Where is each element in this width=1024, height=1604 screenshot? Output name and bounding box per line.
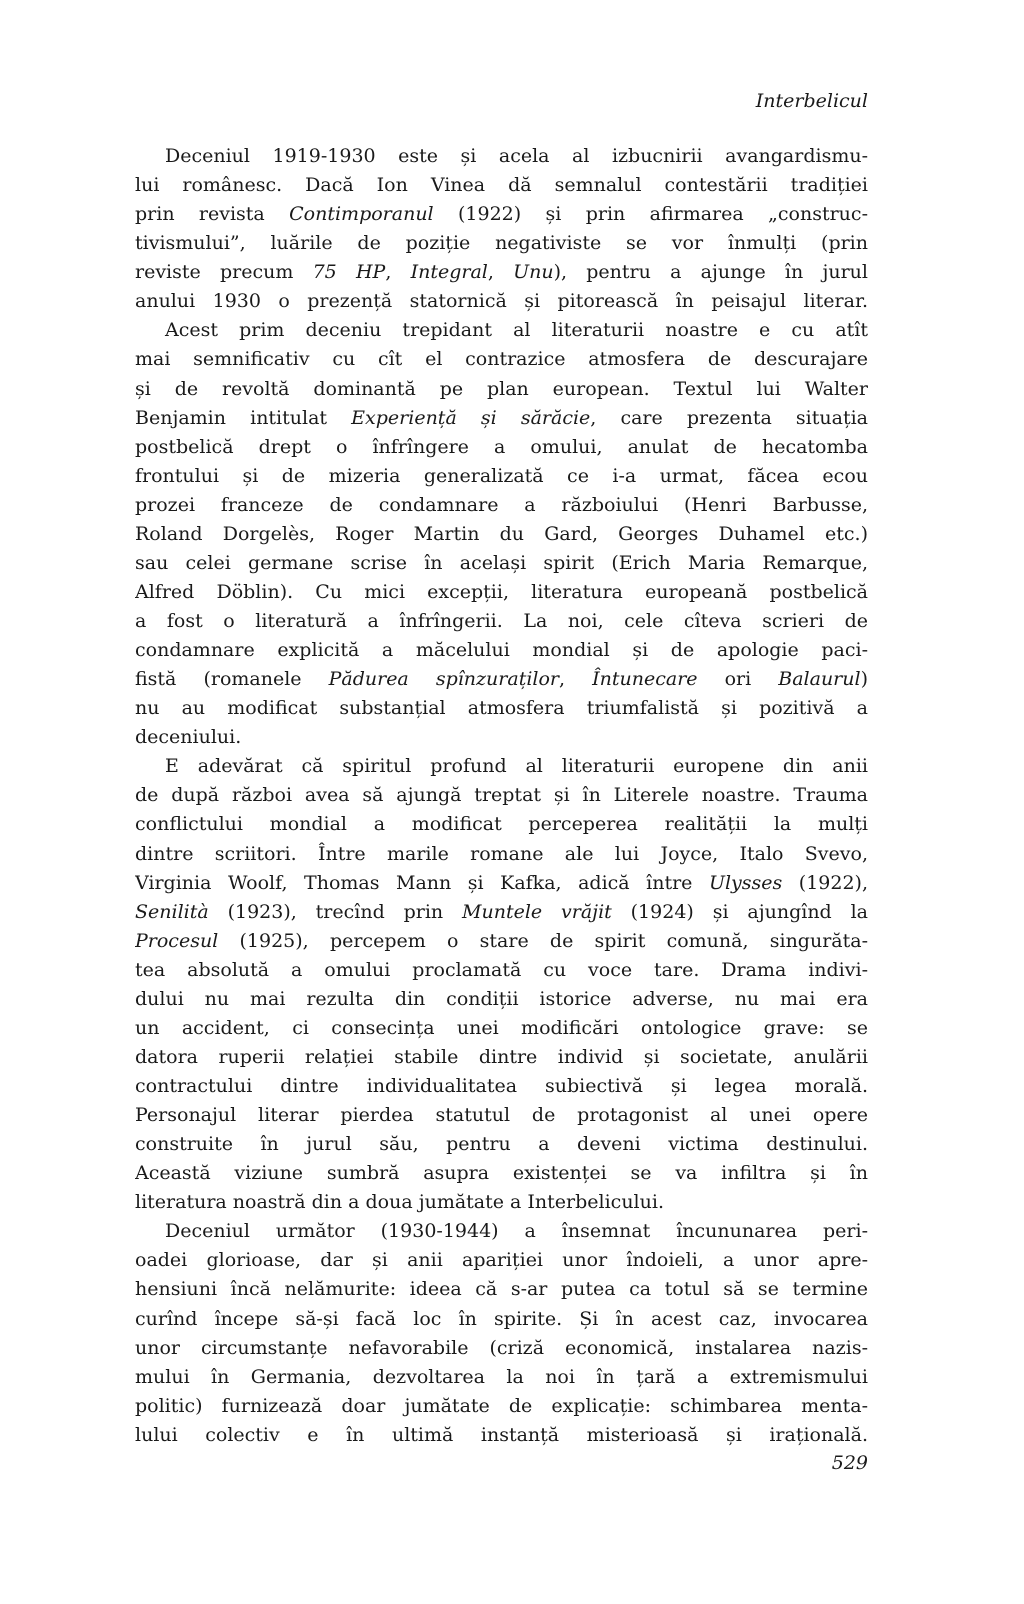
text-run: Această viziune sumbră asupra existenței se va infiltra și în [135, 1162, 868, 1185]
text-line [135, 375, 868, 404]
italic-title: Integral [410, 261, 488, 284]
text-line [135, 287, 868, 316]
text-line [135, 1130, 868, 1159]
text-run: lului colectiv e în ultimă instanță misterioasă și irațională. [135, 1423, 868, 1446]
text-line [135, 636, 868, 665]
text-run: , [559, 668, 593, 691]
text-line [135, 404, 868, 433]
text-line [135, 520, 868, 549]
text-run: tivismului”, luările de poziție negativiste se vor înmulți (prin [135, 232, 868, 255]
text-run: Acest prim deceniu trepidant al literaturii noastre e cu atît [165, 319, 868, 342]
text-line [135, 869, 868, 898]
text-run: (1924) și ajungînd la [611, 900, 868, 923]
italic-title: Pădurea spînzuraților [328, 668, 560, 691]
text-run: nu au modificat substanțial atmosfera triumfalistă și pozitivă a [135, 697, 868, 720]
text-run: postbelică drept o înfrîngere a omului, anulat de hecatomba [135, 435, 868, 458]
italic-title: Procesul [135, 929, 219, 952]
text-run: fistă (romanele [135, 668, 329, 691]
text-run: reviste precum [135, 261, 313, 284]
text-line [135, 171, 868, 200]
text-line [135, 840, 868, 869]
text-run: un accident, ci consecința unei modificări ontologice grave: se [135, 1016, 868, 1039]
text-line [135, 694, 868, 723]
text-run: literatura noastră din a doua jumătate a Interbelicului. [135, 1191, 664, 1214]
italic-title: Unu [513, 261, 554, 284]
text-run: condamnare explicită a măcelului mondial și de apologie paci- [135, 639, 868, 662]
text-run: prozei franceze de condamnare a războiului (Henri Barbusse, [135, 493, 868, 516]
page-number: 529 [831, 1452, 868, 1474]
text-run: Benjamin intitulat [135, 406, 352, 429]
text-run: (1923), trecînd prin [208, 900, 463, 923]
text-run: prin revista [135, 203, 290, 226]
text-run: E adevărat că spiritul profund al literaturii europene din anii [165, 755, 868, 778]
text-run: mului în Germania, dezvoltarea la noi în țară a extremismului [135, 1365, 868, 1388]
text-line [135, 1188, 868, 1217]
text-line [135, 462, 868, 491]
text-line [135, 1334, 868, 1363]
italic-title: Balaurul [778, 668, 861, 691]
text-line [135, 142, 868, 171]
text-line [135, 1159, 868, 1188]
text-line [135, 345, 868, 374]
text-run: , [385, 261, 411, 284]
text-line [135, 549, 868, 578]
text-line [135, 781, 868, 810]
text-line [135, 810, 868, 839]
italic-title: 75 HP [312, 261, 386, 284]
text-line [135, 491, 868, 520]
text-run: contractului dintre individualitatea subiectivă și legea morală. [135, 1075, 868, 1097]
text-line [135, 898, 868, 927]
italic-title: Contimporanul [289, 203, 434, 226]
text-run: dului nu mai rezulta din condiții istorice adverse, nu mai era [135, 987, 868, 1010]
text-run: conflictului mondial a modificat perceperea realității la mulți [135, 813, 868, 836]
text-line [135, 1392, 868, 1421]
text-run: hensiuni încă nelămurite: ideea că s-ar putea ca totul să se termine [135, 1278, 868, 1301]
text-line [135, 752, 868, 781]
text-run: ) [860, 668, 868, 691]
text-line [135, 665, 868, 694]
text-line [135, 316, 868, 345]
text-line [135, 985, 868, 1014]
text-run: , [487, 261, 514, 284]
text-line [135, 578, 868, 607]
text-run: Alfred Döblin). Cu mici excepții, literatura europeană postbelică [135, 580, 868, 603]
text-line [135, 1217, 868, 1246]
text-line [135, 1275, 868, 1304]
text-run: Personajul literar pierdea statutul de protagonist al unei opere [135, 1104, 868, 1127]
text-run: frontului și de mizeria generalizată ce i-a urmat, făcea ecou [135, 464, 868, 487]
italic-title: Ulysses [708, 871, 783, 894]
text-run: ori [697, 668, 779, 691]
text-line [135, 1043, 868, 1072]
text-run: unor circumstanțe nefavorabile (criză economică, instalarea nazis- [135, 1336, 868, 1359]
text-run: Deceniul următor (1930-1944) a însemnat încununarea peri- [165, 1220, 868, 1243]
text-run: politic) furnizează doar jumătate de explicație: schimbarea menta- [135, 1394, 868, 1417]
text-run: deceniului. [135, 726, 242, 749]
text-run: , care prezenta situația [590, 406, 868, 429]
text-run: mai semnificativ cu cît el contrazice atmosfera de descurajare [135, 348, 868, 371]
text-run: tea absolută a omului proclamată cu voce tare. Drama indivi- [135, 958, 868, 981]
text-run: (1922), [782, 871, 868, 894]
text-run: și de revoltă dominantă pe plan european. Textul lui Walter [135, 377, 868, 400]
text-line [135, 927, 868, 956]
text-run: ), pentru a ajunge în jurul [553, 261, 868, 284]
text-run: dintre scriitori. Între marile romane ale lui Joyce, Italo Svevo, [135, 842, 868, 865]
text-line [135, 1014, 868, 1043]
text-line [135, 433, 868, 462]
text-run: anului 1930 o prezență statornică și pitorească în peisajul literar. [135, 290, 868, 313]
text-run: curînd începe să-și facă loc în spirite. Și în acest caz, invocarea [135, 1307, 868, 1330]
text-line [135, 229, 868, 258]
text-line [135, 607, 868, 636]
text-run: (1922) și prin afirmarea „construc- [433, 203, 868, 226]
text-run: de după război avea să ajungă treptat și în Literele noastre. Trauma [135, 784, 868, 807]
text-run: lui românesc. Dacă Ion Vinea dă semnalul contestării tradiției [135, 174, 868, 197]
running-header: Interbelicul [755, 90, 868, 112]
text-line [135, 1421, 868, 1450]
italic-title: Experiență și sărăcie [351, 406, 591, 429]
text-run: a fost o literatură a înfrîngerii. La noi, cele cîteva scrieri de [135, 610, 868, 632]
text-run: Virginia Woolf, Thomas Mann și Kafka, adică între [135, 871, 709, 894]
text-run: Deceniul 1919-1930 este și acela al izbucnirii avangardismu- [165, 145, 868, 167]
text-line [135, 1072, 868, 1101]
text-line [135, 1101, 868, 1130]
text-line [135, 956, 868, 985]
text-line [135, 1305, 868, 1334]
text-line [135, 1246, 868, 1275]
italic-title: Întunecare [592, 668, 698, 691]
text-run: sau celei germane scrise în același spirit (Erich Maria Remarque, [135, 551, 868, 574]
text-run: (1925), percepem o stare de spirit comună, singurăta- [218, 929, 868, 952]
body-text [135, 142, 868, 1450]
text-line [135, 723, 868, 752]
text-line [135, 258, 868, 287]
text-run: oadei glorioase, dar și anii apariției unor îndoieli, a unor apre- [135, 1249, 868, 1272]
text-run: construite în jurul său, pentru a deveni victima destinului. [135, 1133, 868, 1156]
text-run: datora ruperii relației stabile dintre individ și societate, anulării [135, 1045, 868, 1068]
text-line [135, 1363, 868, 1392]
italic-title: Senilità [135, 900, 209, 923]
italic-title: Muntele vrăjit [462, 900, 612, 923]
text-run: Roland Dorgelès, Roger Martin du Gard, Georges Duhamel etc.) [135, 522, 868, 545]
text-line [135, 200, 868, 229]
